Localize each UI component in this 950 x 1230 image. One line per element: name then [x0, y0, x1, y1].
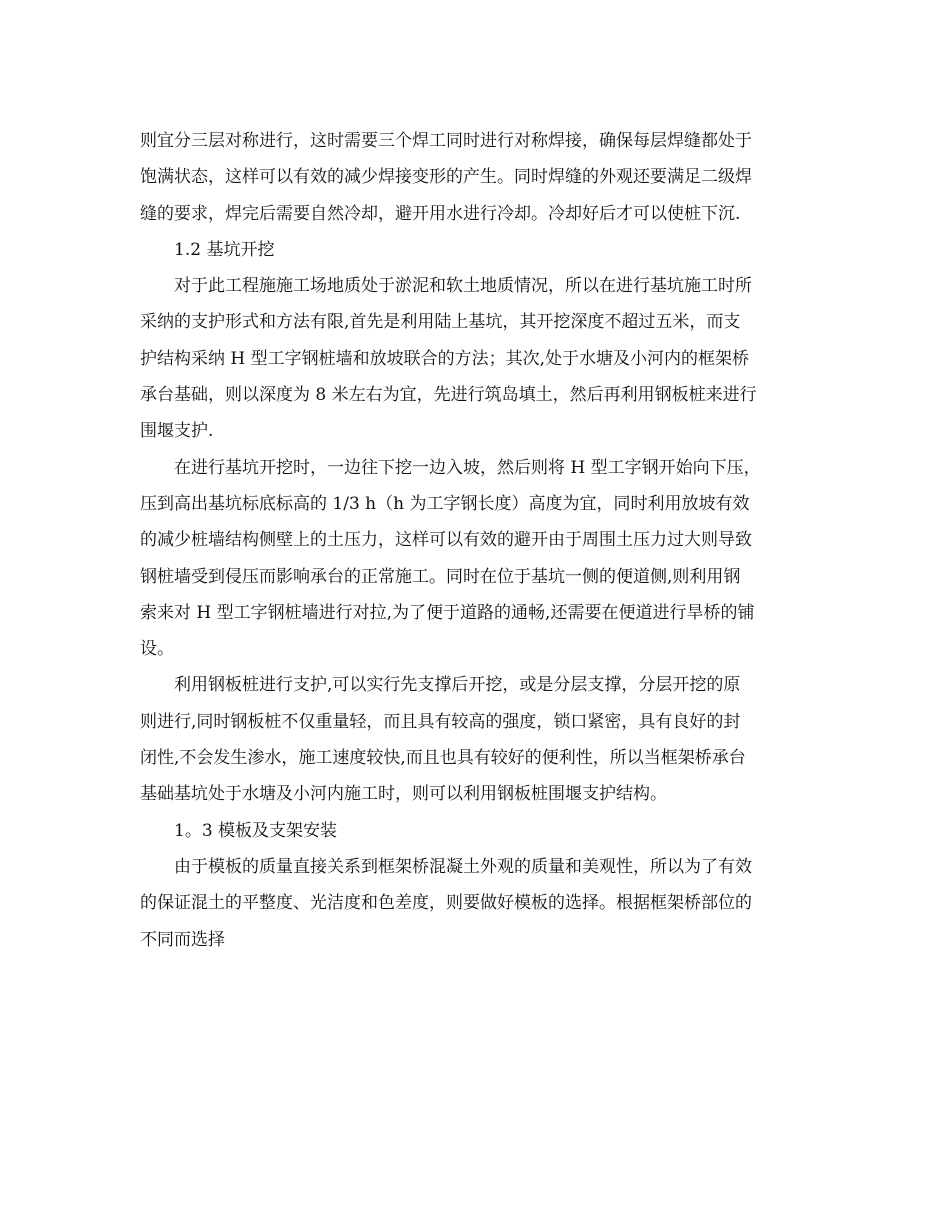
section-heading: 1。3 模板及支架安装 — [174, 820, 338, 841]
text-line: 利用钢板桩进行支护,可以实行先支撑后开挖，或是分层支撑，分层开挖的原 — [174, 675, 741, 696]
text-line: 缝的要求，焊完后需要自然冷却，避开用水进行冷却。冷却好后才可以使桩下沉. — [140, 203, 741, 224]
text-line: 护结构采纳 H 型工字钢桩墙和放坡联合的方法；其次,处于水塘及小河内的框架桥 — [140, 348, 750, 369]
text-line: 索来对 H 型工字钢桩墙进行对拉,为了便于道路的通畅,还需要在便道进行旱桥的铺 — [140, 602, 755, 623]
text-line: 则宜分三层对称进行，这时需要三个焊工同时进行对称焊接，确保每层焊缝都处于 — [140, 131, 752, 151]
text-line: 的保证混土的平整度、光洁度和色差度，则要做好模板的选择。根据框架桥部位的 — [140, 893, 752, 914]
text-line: 基础基坑处于水塘及小河内施工时，则可以利用钢板桩围堰支护结构。 — [140, 784, 667, 805]
text-line: 不同而选择 — [140, 929, 225, 950]
text-line: 采纳的支护形式和方法有限,首先是利用陆上基坑，其开挖深度不超过五米，而支 — [140, 312, 741, 333]
text-line: 的减少桩墙结构侧壁上的土压力，这样可以有效的避开由于周围土压力过大则导致 — [140, 530, 752, 551]
text-line: 压到高出基坑标底标高的 1/3 h（h 为工字钢长度）高度为宜，同时利用放坡有效 — [140, 493, 750, 514]
text-line: 对于此工程施施工场地质处于淤泥和软土地质情况，所以在进行基坑施工时所 — [174, 276, 752, 297]
text-line: 钢桩墙受到侵压而影响承台的正常施工。同时在位于基坑一侧的便道侧,则利用钢 — [140, 566, 741, 587]
text-line: 承台基础，则以深度为 8 米左右为宜，先进行筑岛填土，然后再利用钢板桩来进行 — [140, 385, 757, 406]
text-line: 在进行基坑开挖时，一边往下挖一边入坡，然后则将 H 型工字钢开始向下压， — [174, 457, 761, 478]
section-heading: 1.2 基坑开挖 — [174, 239, 275, 260]
text-line: 则进行,同时钢板桩不仅重量轻，而且具有较高的强度，锁口紧密，具有良好的封 — [140, 711, 741, 732]
text-line: 围堰支护. — [140, 421, 214, 442]
text-line: 由于模板的质量直接关系到框架桥混凝土外观的质量和美观性，所以为了有效 — [174, 856, 752, 877]
text-line: 闭性,不会发生渗水，施工速度较快,而且也具有较好的便利性，所以当框架桥承台 — [140, 748, 746, 769]
text-line: 饱满状态，这样可以有效的减少焊接变形的产生。同时焊缝的外观还要满足二级焊 — [140, 167, 752, 188]
document-page — [140, 123, 816, 958]
text-line: 设。 — [140, 639, 174, 660]
